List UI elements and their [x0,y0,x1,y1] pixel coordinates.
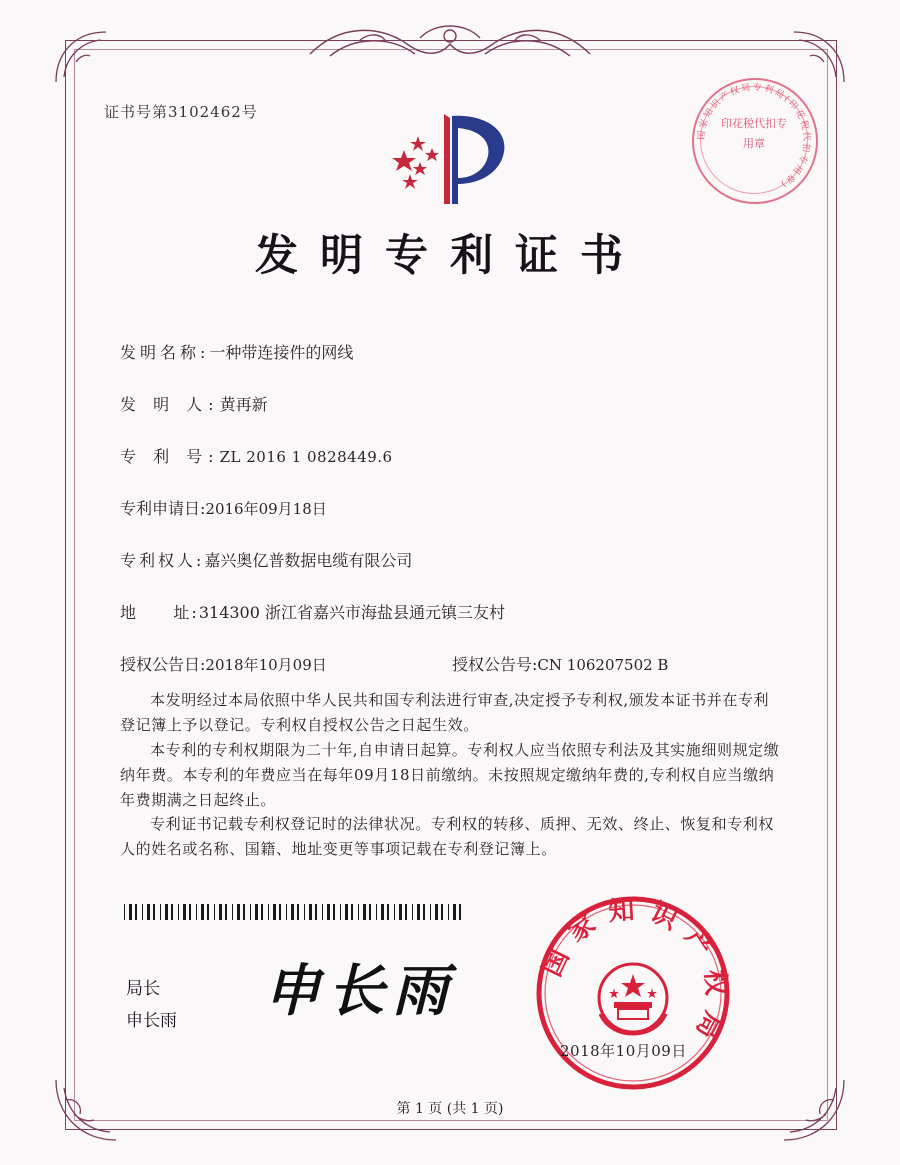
field-patentee [120,548,412,571]
field-label: 发明名称: [120,343,210,362]
field-filing-date [120,496,327,519]
field-label: 专利权人: [120,551,205,570]
director-name: 申长雨 [126,1011,177,1031]
field-address [120,600,505,623]
field-invention-name [120,340,353,363]
field-value: ZL 2016 1 0828449.6 [219,448,393,466]
field-value: 黄再新 [219,395,268,414]
director-title: 局长 [126,979,160,999]
field-label: 授权公告号: [452,655,538,674]
paragraph-grant: 本发明经过本局依照中华人民共和国专利法进行审查,决定授予专利权,颁发本证书并在专利登记簿上予以登记。专利权自授权公告之日起生效。 [120,691,770,734]
page-number: 第 1 页 (共 1 页) [396,1101,504,1117]
field-label: 授权公告日: [120,655,206,674]
svg-text:国家知识产权局专利局(印花税代扣专用章): 国家知识产权局专利局(印花税代扣专用章) [696,82,812,190]
field-grant-number [452,652,668,675]
director-signature [262,948,472,1024]
field-label: 专 利 号: [120,447,220,466]
top-ornament [300,14,600,74]
tax-stamp-text: 印花税代扣专用章 [721,117,787,150]
official-seal-text: 国家知识产权局 [537,894,731,1055]
field-label: 专利申请日: [120,499,206,518]
svg-text:申长雨: 申长雨 [264,958,456,1024]
barcode [124,904,464,920]
certificate-number: 证书号第3102462号 [104,103,258,121]
field-value: 2016年09月18日 [205,500,327,518]
patent-office-logo-icon [382,108,522,208]
field-value: 2018年10月09日 [205,656,327,674]
field-patent-number [120,444,393,467]
page-title: 发明专利证书 [255,231,645,281]
field-inventor [120,392,268,415]
corner-ornament-top-left [46,22,116,92]
field-value: CN 106207502 B [537,656,669,674]
tax-stamp-seal [688,74,820,206]
national-emblem-icon [599,964,667,1034]
official-seal [534,894,732,1092]
field-label: 地 址: [120,603,199,622]
field-label: 发 明 人: [120,395,220,414]
field-grant-date [120,652,327,675]
field-value: 314300 浙江省嘉兴市海盐县通元镇三友村 [198,603,505,622]
field-value: 嘉兴奥亿普数据电缆有限公司 [204,551,413,570]
seal-date: 2018年10月09日 [560,1042,687,1060]
paragraph-term: 本专利的专利权期限为二十年,自申请日起算。专利权人应当依照专利法及其实施细则规定缴纳年费。本专利的年费应当在每年09月18日前缴纳。未按照规定缴纳年费的,专利权自应当缴纳年费期满之日起终止。 [120,741,780,809]
field-value: 一种带连接件的网线 [209,343,354,362]
paragraph-legal-status: 专利证书记载专利权登记时的法律状况。专利权的转移、质押、无效、终止、恢复和专利权人的姓名或名称、国籍、地址变更等事项记载在专利登记簿上。 [120,815,775,858]
